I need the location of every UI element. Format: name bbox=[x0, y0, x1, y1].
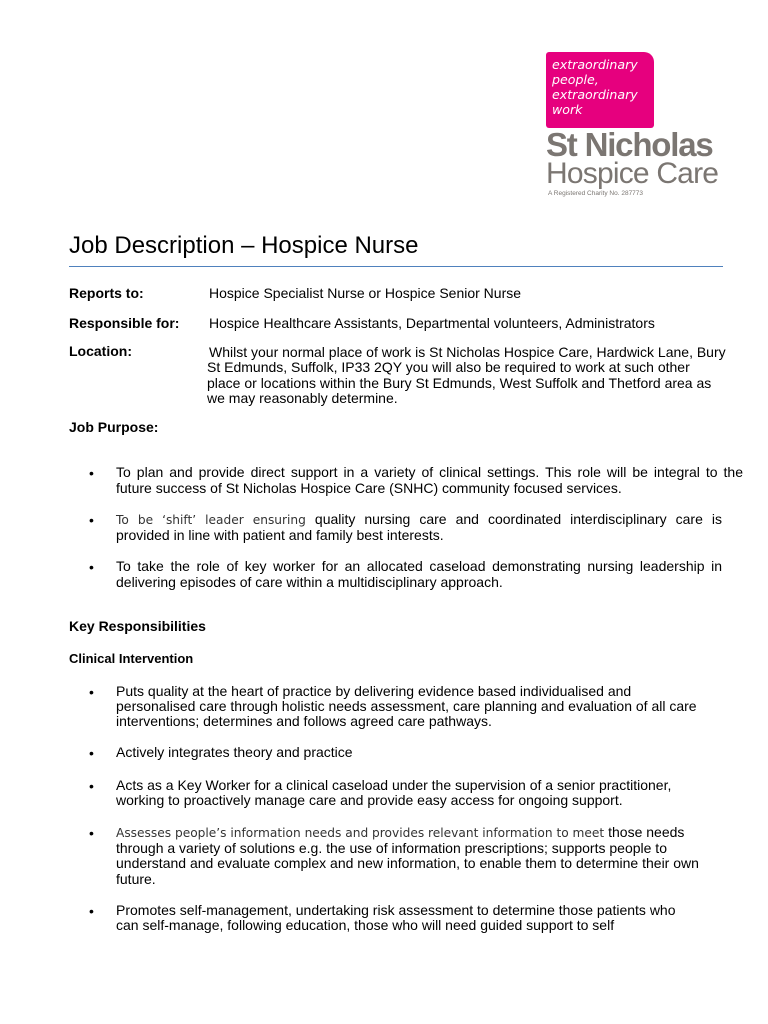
responsibility-item-styled-text: Assesses people’s information needs and provides relevant information to meet bbox=[116, 826, 605, 840]
logo-badge bbox=[546, 52, 654, 128]
bullet: • bbox=[89, 825, 94, 841]
responsibility-item-line: Acts as a Key Worker for a clinical caseload under the supervision of a senior practitioner, bbox=[116, 777, 672, 793]
bullet: • bbox=[89, 745, 94, 761]
logo-charity-number: A Registered Charity No. 287773 bbox=[548, 190, 644, 197]
location-value-line: place or locations within the Bury St Edmunds, West Suffolk and Thetford area as bbox=[207, 375, 712, 391]
bullet: • bbox=[89, 512, 94, 528]
location-value-line: Whilst your normal place of work is St Nicholas Hospice Care, Hardwick Lane, Bury bbox=[209, 344, 726, 360]
purpose-item-line: delivering episodes of care within a multidisciplinary approach. bbox=[116, 574, 503, 590]
location-value-line: we may reasonably determine. bbox=[207, 390, 398, 406]
location-label: Location: bbox=[69, 343, 132, 359]
logo-tagline-line: people, bbox=[552, 72, 599, 87]
bullet: • bbox=[89, 903, 94, 919]
responsibility-item-line: future. bbox=[116, 871, 156, 887]
key-responsibilities-heading: Key Responsibilities bbox=[69, 618, 206, 634]
responsibility-item-text: those needs bbox=[604, 824, 685, 840]
purpose-item-line: provided in line with patient and family best interests. bbox=[116, 527, 444, 543]
logo-tagline bbox=[552, 57, 638, 117]
logo-tagline-line: work bbox=[552, 102, 583, 117]
responsible-for-value: Hospice Healthcare Assistants, Departmental volunteers, Administrators bbox=[209, 315, 655, 331]
purpose-item-line bbox=[116, 511, 722, 528]
responsibility-item-line: understand and evaluate complex and new information, to enable them to determine their own bbox=[116, 855, 699, 871]
responsibility-item-line: can self-manage, following education, those who will need guided support to self bbox=[116, 917, 615, 933]
bullet: • bbox=[89, 684, 94, 700]
purpose-item-styled-text: To be ‘shift’ leader ensuring bbox=[116, 513, 306, 527]
purpose-item-line: To take the role of key worker for an allocated caseload demonstrating nursing leadership in bbox=[116, 558, 722, 574]
purpose-item-line: To plan and provide direct support in a variety of clinical settings. This role will be integral to the bbox=[116, 464, 743, 480]
purpose-item-line: future success of St Nicholas Hospice Care (SNHC) community focused services. bbox=[116, 480, 622, 496]
responsibility-item-line: through a variety of solutions e.g. the use of information prescriptions; supports people to bbox=[116, 840, 667, 856]
responsibility-item-line: Promotes self-management, undertaking risk assessment to determine those patients who bbox=[116, 902, 676, 918]
responsibility-item-line: interventions; determines and follows agreed care pathways. bbox=[116, 713, 492, 729]
clinical-intervention-heading: Clinical Intervention bbox=[69, 651, 194, 666]
location-value-line: St Edmunds, Suffolk, IP33 2QY you will also be required to work at such other bbox=[207, 359, 690, 375]
responsibility-item-line: personalised care through holistic needs assessment, care planning and evaluation of all care bbox=[116, 698, 697, 714]
responsibility-item-line bbox=[116, 824, 684, 841]
bullet: • bbox=[89, 778, 94, 794]
bullet: • bbox=[89, 465, 94, 481]
responsibility-item-line: Actively integrates theory and practice bbox=[116, 744, 353, 760]
responsibility-item-line: working to proactively manage care and provide easy access for ongoing support. bbox=[116, 792, 623, 808]
logo-name-line2: Hospice Care bbox=[546, 157, 719, 190]
purpose-item-text: quality nursing care and coordinated interdisciplinary care is bbox=[305, 511, 722, 527]
bullet: • bbox=[89, 559, 94, 575]
page-title: Job Description – Hospice Nurse bbox=[69, 232, 419, 259]
logo-name-line1: St Nicholas bbox=[546, 126, 713, 163]
responsible-for-label: Responsible for: bbox=[69, 315, 180, 331]
responsibility-item-line: Puts quality at the heart of practice by delivering evidence based individualised and bbox=[116, 683, 632, 699]
title-divider bbox=[69, 266, 723, 267]
reports-to-value: Hospice Specialist Nurse or Hospice Senior Nurse bbox=[209, 285, 522, 301]
logo-tagline-line: extraordinary bbox=[552, 57, 638, 72]
reports-to-label: Reports to: bbox=[69, 285, 144, 301]
job-purpose-heading: Job Purpose: bbox=[69, 419, 159, 435]
logo-tagline-line: extraordinary bbox=[552, 87, 638, 102]
